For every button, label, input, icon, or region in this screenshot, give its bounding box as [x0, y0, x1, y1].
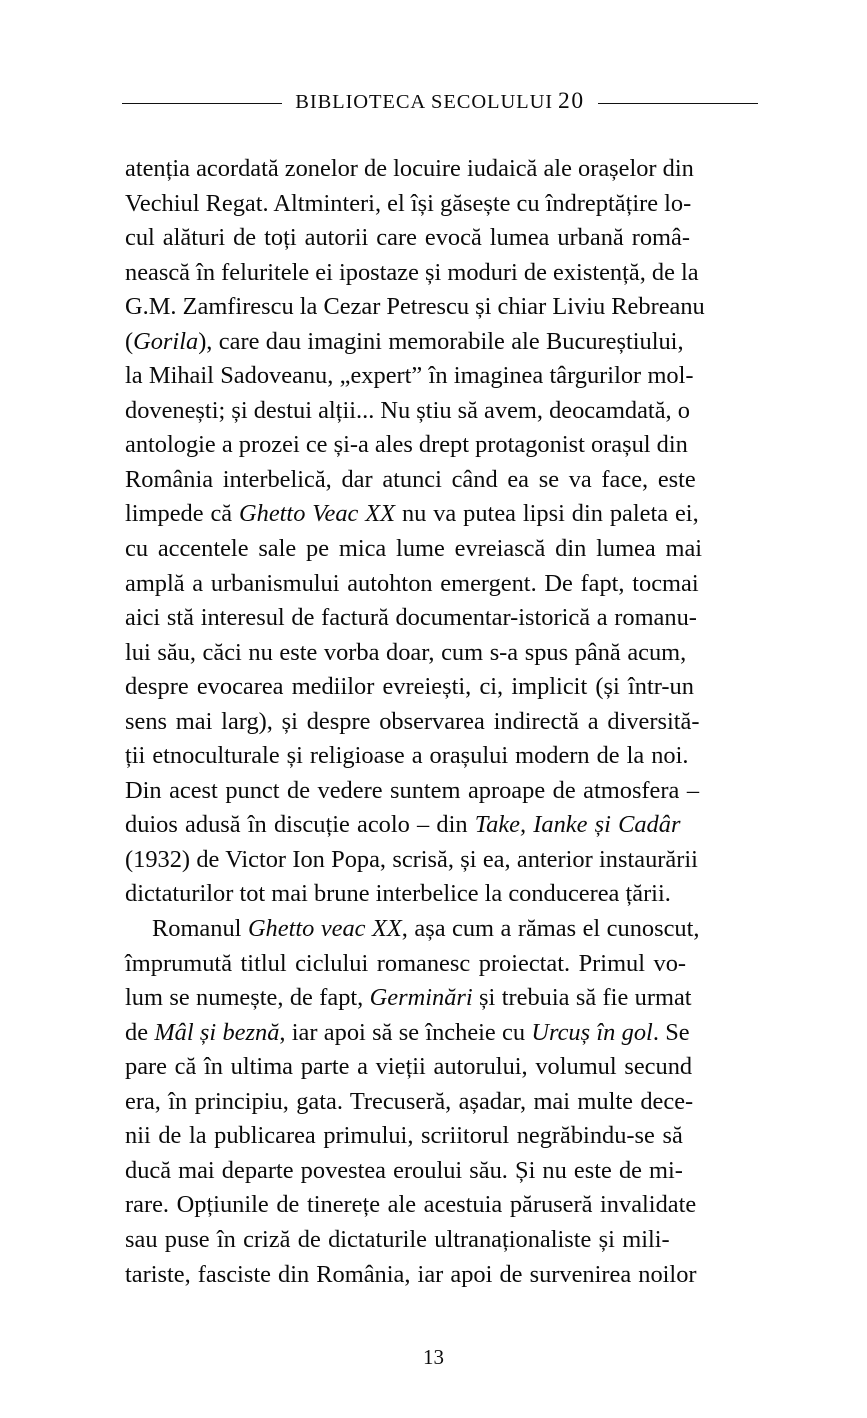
- text-line: antologie a prozei ce și-a ales drept protagonist orașul din: [125, 431, 688, 459]
- text-line: sens mai larg), și despre observarea indirectă a diversită-: [125, 707, 700, 735]
- text-line: dovenești; și destui alții... Nu știu să avem, deocamdată, o: [125, 396, 690, 424]
- page-folio: [0, 1344, 867, 1370]
- text-line: pare că în ultima parte a vieții autorului, volumul secund: [125, 1053, 693, 1081]
- running-head-title-text: BIBLIOTECA SECOLULUI: [295, 91, 554, 114]
- body-text: [125, 152, 758, 1292]
- text-line: la Mihail Sadoveanu, „expert” în imaginea târgurilor mol-: [125, 362, 694, 390]
- text-line: cul alături de toți autorii care evocă lumea urbană româ-: [125, 224, 690, 252]
- text-line: despre evocarea mediilor evreiești, ci, implicit (și într-un: [125, 673, 694, 701]
- text-line: rare. Opțiunile de tinerețe ale acestuia păruseră invalidate: [125, 1191, 697, 1219]
- text-line: Vechiul Regat. Altminteri, el își găsește cu îndreptățire lo-: [125, 189, 692, 217]
- page-number: 13: [423, 1345, 444, 1369]
- text-line: Romanul Ghetto veac XX, așa cum a rămas el cunoscut,: [152, 915, 700, 943]
- text-line: dictaturilor tot mai brune interbelice la conducerea țării.: [125, 880, 671, 908]
- text-line: (1932) de Victor Ion Popa, scrisă, și ea, anterior instaurării: [125, 845, 698, 873]
- text-line: G.M. Zamfirescu la Cezar Petrescu și chiar Liviu Rebreanu: [125, 293, 705, 321]
- text-line: limpede că Ghetto Veac XX nu va putea lipsi din paleta ei,: [125, 500, 699, 528]
- running-head-rule-right: [598, 103, 758, 104]
- text-line: ții etnoculturale și religioase a orașului modern de la noi.: [125, 742, 689, 770]
- text-line: sau puse în criză de dictaturile ultranaționaliste și mili-: [125, 1225, 670, 1253]
- text-line: era, în principiu, gata. Trecuseră, așadar, mai multe dece-: [125, 1087, 694, 1115]
- running-head-title: [295, 90, 584, 114]
- text-line: aici stă interesul de factură documentar-istorică a romanu-: [125, 604, 697, 632]
- text-line: nii de la publicarea primului, scriitorul negrăbindu-se să: [125, 1122, 683, 1150]
- text-line: atenția acordată zonelor de locuire iudaică ale orașelor din: [125, 155, 694, 182]
- text-line: cu accentele sale pe mica lume evreiască din lumea mai: [125, 535, 703, 563]
- running-head-number: 20: [558, 88, 585, 115]
- text-line: (Gorila), care dau imagini memorabile ale Bucureștiului,: [125, 327, 684, 355]
- text-line: amplă a urbanismului autohton emergent. De fapt, tocmai: [125, 569, 699, 597]
- text-line: lui său, căci nu este vorba doar, cum s-a spus până acum,: [125, 638, 687, 666]
- running-head-rule-left: [122, 103, 282, 104]
- text-line: Din acest punct de vedere suntem aproape de atmosfera –: [125, 776, 700, 804]
- text-line: România interbelică, dar atunci când ea se va face, este: [125, 465, 696, 493]
- text-line: de Mâl și beznă, iar apoi să se încheie cu Urcuș în gol. Se: [125, 1018, 690, 1046]
- text-line: duios adusă în discuție acolo – din Take, Ianke și Cadâr: [125, 811, 681, 839]
- text-line: lum se numește, de fapt, Germinări și trebuia să fie urmat: [125, 984, 692, 1012]
- text-line: ducă mai departe povestea eroului său. Și nu este de mi-: [125, 1156, 683, 1184]
- running-head: [122, 84, 758, 120]
- text-line: tariste, fasciste din România, iar apoi de survenirea noilor: [125, 1260, 697, 1288]
- text-line: nească în feluritele ei ipostaze și moduri de existență, de la: [125, 258, 699, 286]
- text-line: împrumută titlul ciclului romanesc proiectat. Primul vo-: [125, 949, 687, 977]
